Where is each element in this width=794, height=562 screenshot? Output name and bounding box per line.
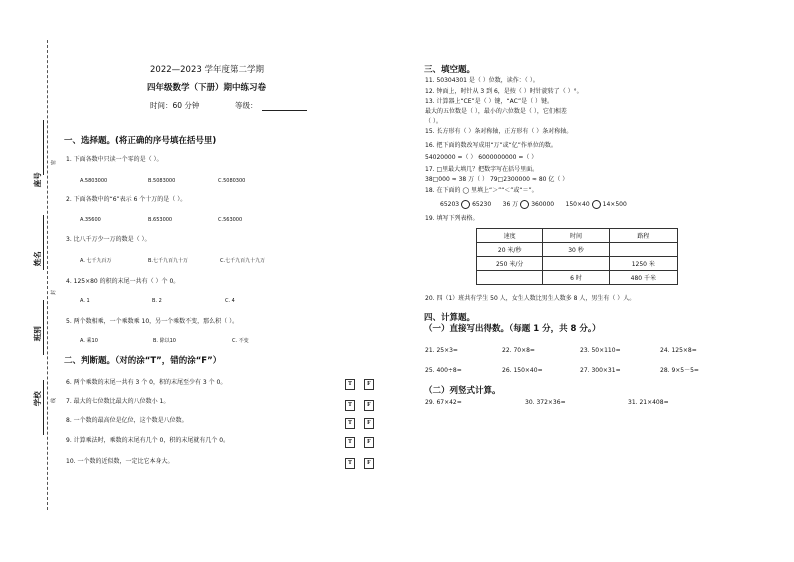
- section4-sub2: （二）列竖式计算。: [424, 386, 501, 396]
- q1-opt-b: B.5083000: [148, 178, 176, 184]
- section1-title: 一、选择题。(将正确的序号填在括号里): [64, 136, 217, 146]
- q19-table: [476, 228, 678, 285]
- q8: 8. 一个数的最高位是亿位，这个数是八位数。: [66, 417, 188, 424]
- q6: 6. 两个乘数的末尾一共有 3 个 0，积的末尾至少有 3 个 0。: [66, 379, 227, 386]
- q3-opt-c: C.七千九百九十九万: [220, 258, 266, 264]
- q18-c-left: 150×40: [565, 201, 590, 208]
- q20: 20. 四（1）班共有学生 50 人，女生人数比男生人数多 8 人，男生有（ ）人。: [425, 295, 636, 302]
- q7: 7. 最大的七位数比最大的八位数小 1。: [66, 398, 170, 405]
- q13: 13. 计算器上“CE”是（ ）键，“AC”是（ ）键。: [425, 98, 553, 105]
- q6-false-box[interactable]: F: [364, 379, 374, 390]
- q8-true-box[interactable]: T: [345, 418, 355, 429]
- q1-opt-c: C.5080300: [218, 178, 246, 184]
- school-year: 2022—2023 学年度第二学期: [150, 65, 264, 75]
- q3: 3. 比八千万少一万的数是（ ）。: [66, 236, 151, 243]
- q9: 9. 计算乘法时，乘数的末尾有几个 0，积的末尾就有几个 0。: [66, 437, 230, 444]
- q17-items: 38□000 ≈ 38 万（ ） 79□2300000 ≈ 80 亿（ ）: [425, 176, 569, 183]
- underline-seat: [43, 120, 44, 175]
- label-school: 学校: [32, 391, 42, 407]
- q18-circle-2[interactable]: [520, 200, 529, 209]
- q18-b-right: 360000: [531, 201, 555, 208]
- q2-opt-c: C.563000: [218, 217, 243, 223]
- q26: 26. 150×40=: [502, 367, 543, 374]
- section3-title: 三、填空题。: [424, 65, 476, 75]
- label-name: 姓名: [32, 251, 42, 267]
- q12: 12. 钟面上，时针从 3 到 6，是按（ ）时针旋转了（ ）°。: [425, 88, 583, 95]
- q18-b-left: 36 万: [502, 201, 519, 208]
- table-cell: 20 米/秒: [477, 243, 543, 257]
- q18-circle-1[interactable]: [461, 200, 470, 209]
- grade-underline: [262, 110, 307, 111]
- section4-title: 四、计算题。: [424, 313, 476, 323]
- mark-seal-3: 线: [51, 397, 58, 404]
- q4-opt-c: C. 4: [225, 298, 235, 304]
- q5: 5. 两个数相乘，一个乘数乘 10，另一个乘数不变，那么积（ ）。: [66, 318, 239, 325]
- q9-false-box[interactable]: F: [364, 437, 374, 448]
- q1: 1. 下面各数中只读一个零的是（ ）。: [66, 156, 163, 163]
- section2-title: 二、判断题。（对的涂“T”，错的涂“F”）: [64, 356, 222, 366]
- table-header: 时间: [543, 229, 609, 243]
- time-limit: 时间：60 分钟: [150, 101, 200, 110]
- q15: 15. 长方形有（ ）条对称轴，正方形有（ ）条对称轴。: [425, 128, 573, 135]
- q8-false-box[interactable]: F: [364, 418, 374, 429]
- underline-school: [43, 380, 44, 435]
- q5-opt-b: B. 除以10: [153, 338, 176, 344]
- underline-name: [43, 215, 44, 270]
- q7-false-box[interactable]: F: [364, 400, 374, 411]
- q18-circle-3[interactable]: [592, 200, 601, 209]
- q21: 21. 25×3=: [425, 347, 458, 354]
- q5-opt-a: A. 乘10: [80, 338, 98, 344]
- q3-opt-b: B.七千九百九十万: [148, 258, 189, 264]
- q25: 25. 400÷8=: [425, 367, 462, 374]
- binding-dashed-line: [47, 40, 48, 510]
- q24: 24. 125×8=: [660, 347, 697, 354]
- q16-items: 54020000 =（ ） 6000000000 =（ ）: [425, 154, 538, 161]
- table-header: 速度: [477, 229, 543, 243]
- q18-c-right: 14×500: [602, 201, 627, 208]
- table-cell-blank[interactable]: [543, 257, 609, 271]
- q29: 29. 67×42=: [425, 399, 462, 406]
- q2-opt-a: A.35600: [80, 217, 101, 223]
- q30: 30. 372×36=: [525, 399, 566, 406]
- q18-comparisons: [440, 200, 627, 209]
- q2: 2. 下面各数中的“6”表示 6 个十万的是（ ）。: [66, 196, 187, 203]
- section4-sub1: （一）直接写出得数。（每题 1 分，共 8 分。）: [424, 324, 601, 334]
- table-cell-blank[interactable]: [477, 271, 543, 285]
- q31: 31. 21×408=: [628, 399, 669, 406]
- q28: 28. 9×5－5=: [660, 367, 699, 374]
- q1-opt-a: A.5803000: [80, 178, 108, 184]
- q2-opt-b: B.653000: [148, 217, 173, 223]
- q14-line2: （ ）。: [425, 118, 442, 125]
- q5-opt-c: C. 不变: [232, 338, 249, 344]
- q22: 22. 70×8=: [502, 347, 535, 354]
- table-cell: 30 秒: [543, 243, 609, 257]
- q4-opt-b: B. 2: [152, 298, 162, 304]
- underline-class: [43, 300, 44, 355]
- table-cell: 1250 米: [609, 257, 677, 271]
- q10-true-box[interactable]: T: [345, 458, 355, 469]
- label-seat: 座号: [32, 172, 42, 188]
- q27: 27. 300×31=: [580, 367, 621, 374]
- q23: 23. 50×110=: [580, 347, 621, 354]
- label-class: 班别: [32, 326, 42, 342]
- q19: 19. 填写下列表格。: [425, 215, 479, 222]
- q3-opt-a: A. 七千九百万: [80, 258, 112, 264]
- q14-line1: 最大的五位数是（ ），最小的六位数是（ ），它们相差: [425, 108, 567, 115]
- q16: 16. 把下面的数改写成用“万”或“亿”作单位的数。: [425, 142, 557, 149]
- mark-seal-2: 封: [51, 289, 58, 296]
- q4-opt-a: A. 1: [80, 298, 90, 304]
- q6-true-box[interactable]: T: [345, 379, 355, 390]
- q18-a-left: 65203: [440, 201, 460, 208]
- q9-true-box[interactable]: T: [345, 437, 355, 448]
- table-cell: 6 时: [543, 271, 609, 285]
- table-header: 路程: [609, 229, 677, 243]
- q18-a-right: 65230: [472, 201, 492, 208]
- mark-seal-1: 密: [51, 159, 58, 166]
- q17: 17. □里最大填几？把数字写在括号里面。: [425, 166, 539, 173]
- q10: 10. 一个数的近似数，一定比它本身大。: [66, 458, 174, 465]
- table-cell-blank[interactable]: [609, 243, 677, 257]
- exam-title: 四年级数学（下册）期中练习卷: [147, 83, 267, 93]
- q10-false-box[interactable]: F: [364, 458, 374, 469]
- q18: 18. 在下面的 ◯ 里填上“＞”“＜”或“＝”。: [425, 187, 538, 194]
- table-cell: 250 米/分: [477, 257, 543, 271]
- grade-label: 等级：: [235, 101, 258, 110]
- table-cell: 480 千米: [609, 271, 677, 285]
- q7-true-box[interactable]: T: [345, 400, 355, 411]
- q11: 11. 50304301 是（ ）位数，读作：（ ）。: [425, 77, 539, 84]
- q4: 4. 125×80 的积的末尾一共有（ ）个 0。: [66, 278, 180, 285]
